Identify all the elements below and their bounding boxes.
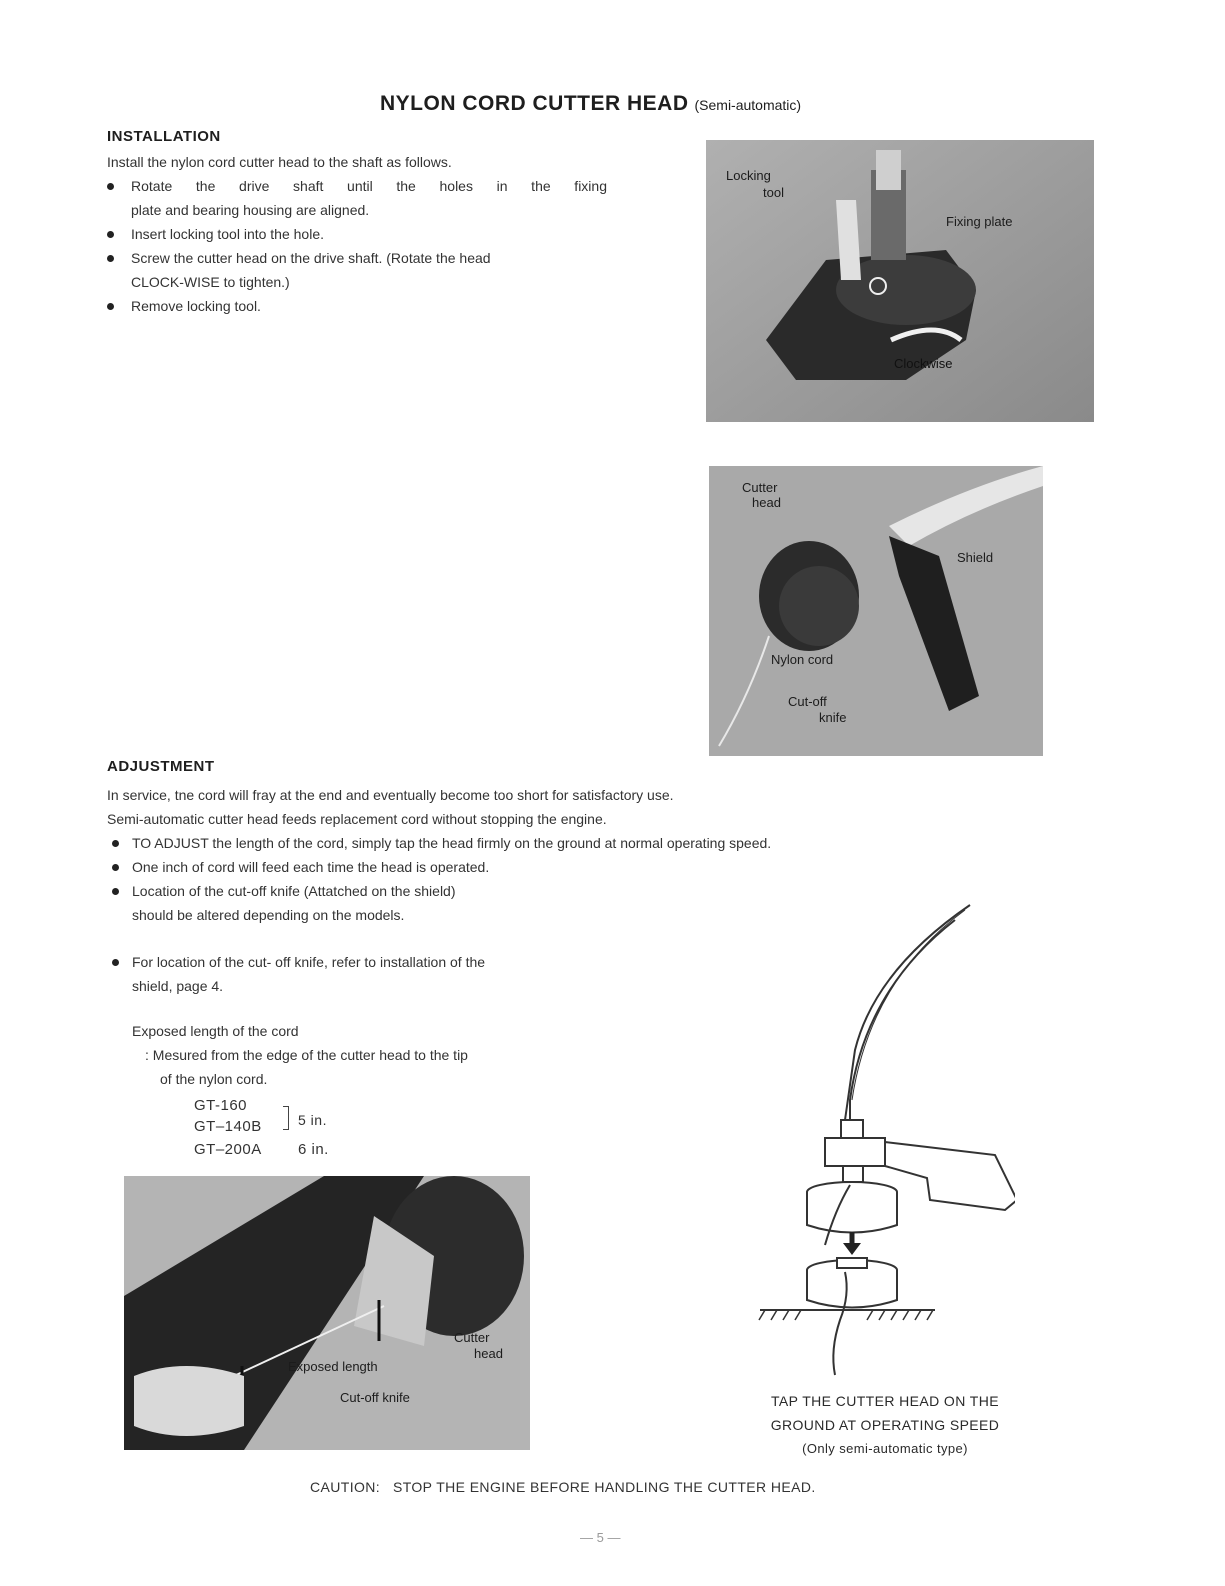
page-number: — 5 — <box>580 1530 621 1545</box>
label-cutoff: Cut-off <box>788 694 827 709</box>
label-head-3: head <box>474 1346 503 1361</box>
label-tool: tool <box>763 185 784 200</box>
installation-heading: INSTALLATION <box>107 128 221 145</box>
bullet-dot <box>112 840 119 847</box>
exposed-title: Exposed length of the cord <box>132 1023 299 1039</box>
bullet-dot <box>112 864 119 871</box>
label-cutoff-knife-3: Cut-off knife <box>340 1390 410 1405</box>
bullet-dot <box>107 255 114 262</box>
cutter-head-shield-photo <box>709 466 1043 756</box>
exposed-definition-2: of the nylon cord. <box>160 1071 268 1087</box>
installation-step-4: Remove locking tool. <box>107 294 261 318</box>
label-shield: Shield <box>957 550 994 565</box>
page-title <box>380 92 801 116</box>
label-clockwise: Clockwise <box>894 356 953 371</box>
illustration-caption <box>730 1389 1040 1461</box>
model-gt140b: GT–140B <box>194 1118 262 1135</box>
label-locking: Locking <box>726 168 771 183</box>
label-knife: knife <box>819 710 847 725</box>
label-head: head <box>752 495 781 510</box>
exposed-length-art <box>124 1176 530 1450</box>
exposed-length-photo <box>124 1176 530 1450</box>
locking-tool-photo <box>706 140 1094 422</box>
label-nylon-cord: Nylon cord <box>771 652 834 667</box>
adjustment-bullet-3: Location of the cut-off knife (Attatched on the shield) should be altered depending on the models. <box>112 879 456 927</box>
adjustment-bullet-4: For location of the cut- off knife, refer to installation of the shield, page 4. <box>112 950 485 998</box>
adjustment-heading: ADJUSTMENT <box>107 758 215 775</box>
model-gt160: GT-160 <box>194 1097 248 1114</box>
model-bracket <box>283 1106 289 1130</box>
installation-step-1: Rotate the drive shaft until the holes in the fixing plate and bearing housing are aligned. <box>107 174 607 222</box>
installation-step-2: Insert locking tool into the hole. <box>107 222 324 246</box>
model-gt200a-length: 6 in. <box>298 1141 329 1158</box>
bullet-dot <box>107 231 114 238</box>
adjustment-bullet-1: TO ADJUST the length of the cord, simply tap the head firmly on the ground at normal operating speed. <box>112 831 771 855</box>
adjustment-para2: Semi-automatic cutter head feeds replacement cord without stopping the engine. <box>107 811 607 827</box>
bullet-dot <box>107 183 114 190</box>
tap-cutter-head-illustration <box>755 900 1015 1380</box>
caption-line-3: (Only semi-automatic type) <box>802 1441 968 1456</box>
group-length: 5 in. <box>298 1112 327 1128</box>
title-main: NYLON CORD CUTTER HEAD <box>380 92 689 115</box>
bullet-dot <box>112 888 119 895</box>
label-cutter-3: Cutter <box>454 1330 490 1345</box>
label-cutter: Cutter <box>742 480 778 495</box>
installation-step-3: Screw the cutter head on the drive shaft. (Rotate the head CLOCK-WISE to tighten.) <box>107 246 491 294</box>
installation-intro: Install the nylon cord cutter head to the shaft as follows. <box>107 154 452 170</box>
exposed-definition-1: : Mesured from the edge of the cutter head to the tip <box>145 1047 468 1063</box>
adjustment-bullet-2: One inch of cord will feed each time the head is operated. <box>112 855 489 879</box>
label-fixing-plate: Fixing plate <box>946 214 1013 229</box>
label-exposed-length: Exposed length <box>288 1359 378 1374</box>
caution-note: CAUTION: STOP THE ENGINE BEFORE HANDLING THE CUTTER HEAD. <box>310 1479 816 1495</box>
caption-line-1: TAP THE CUTTER HEAD ON THE <box>771 1393 999 1409</box>
title-sub: (Semi-automatic) <box>694 97 802 113</box>
model-gt200a: GT–200A <box>194 1141 262 1158</box>
bullet-dot <box>107 303 114 310</box>
adjustment-para1: In service, tne cord will fray at the end and eventually become too short for satisfactory use. <box>107 787 674 803</box>
caption-line-2: GROUND AT OPERATING SPEED <box>770 1417 1000 1433</box>
bullet-dot <box>112 959 119 966</box>
